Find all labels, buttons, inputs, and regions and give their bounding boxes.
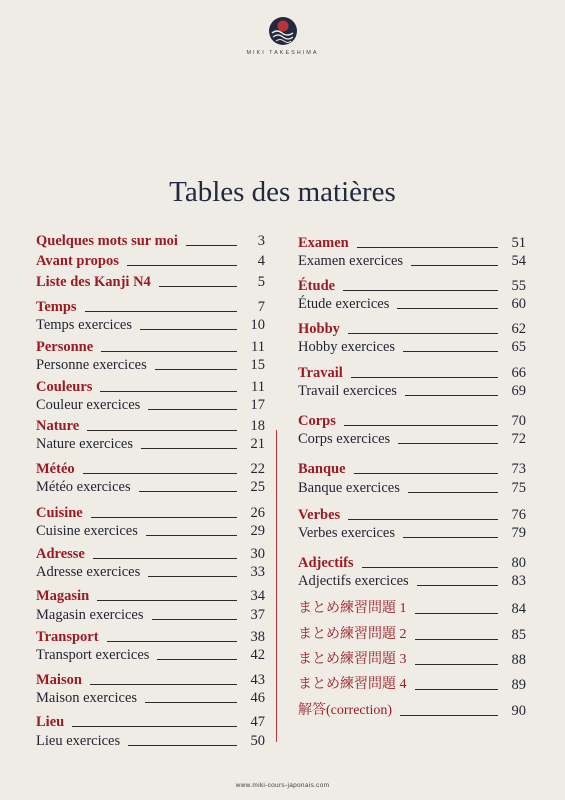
toc-exercise-label: Adresse exercices	[36, 564, 141, 580]
toc-entry	[298, 675, 526, 693]
toc-page-number: 83	[511, 573, 526, 589]
toc-page-number: 60	[511, 296, 526, 312]
toc-entry	[36, 315, 265, 333]
leader-line	[93, 558, 237, 559]
toc-entry	[298, 701, 526, 719]
toc-page-number: 4	[257, 253, 265, 269]
toc-section-label: まとめ練習問題 1	[298, 601, 407, 616]
toc-page-number: 79	[511, 525, 526, 541]
leader-line	[405, 395, 498, 396]
toc-exercise-label: Examen exercices	[298, 253, 404, 269]
toc-page-number: 46	[250, 690, 265, 706]
toc-entry	[298, 319, 526, 337]
toc-section-label: Météo	[36, 461, 75, 477]
toc-exercise-label: Personne exercices	[36, 357, 147, 373]
toc-entry	[298, 625, 526, 643]
toc-entry	[298, 294, 526, 312]
toc-entry	[298, 337, 526, 355]
toc-entry	[36, 503, 265, 521]
toc-entry	[298, 553, 526, 571]
toc-section-label: Personne	[36, 339, 94, 355]
toc-page-number: 80	[511, 555, 526, 571]
toc-page-number: 85	[511, 627, 526, 643]
toc-page-number: 26	[250, 505, 265, 521]
toc-page-number: 21	[250, 436, 265, 452]
toc-page-number: 47	[250, 714, 265, 730]
leader-line	[83, 473, 237, 474]
toc-exercise-label: Transport exercices	[36, 647, 150, 663]
toc-section-label: Adresse	[36, 546, 85, 562]
toc-entry	[36, 645, 265, 663]
toc-entry	[36, 355, 265, 373]
toc-page-number: 29	[250, 523, 265, 539]
leader-line	[186, 245, 237, 246]
leader-line	[72, 726, 237, 727]
toc-exercise-label: Magasin exercices	[36, 607, 144, 623]
toc-exercise-label: Travail exercices	[298, 383, 397, 399]
leader-line	[411, 265, 498, 266]
leader-line	[148, 576, 237, 577]
toc-exercise-label: Banque exercices	[298, 480, 400, 496]
leader-line	[400, 715, 498, 716]
toc-page-number: 30	[250, 546, 265, 562]
leader-line	[85, 311, 237, 312]
toc-page-number: 90	[511, 703, 526, 719]
toc-entry	[36, 251, 265, 269]
toc-entry	[36, 521, 265, 539]
toc-exercise-label: Étude exercices	[298, 296, 390, 312]
toc-entry	[298, 599, 526, 617]
leader-line	[348, 333, 498, 334]
toc-exercise-label: Lieu exercices	[36, 733, 121, 749]
toc-entry	[298, 523, 526, 541]
leader-line	[344, 425, 498, 426]
toc-entry	[298, 429, 526, 447]
toc-section-label: まとめ練習問題 4	[298, 677, 407, 692]
leader-line	[148, 409, 237, 410]
toc-exercise-label: Nature exercices	[36, 436, 134, 452]
toc-page-number: 70	[511, 413, 526, 429]
toc-page-number: 62	[511, 321, 526, 337]
toc-page-number: 3	[257, 233, 265, 249]
toc-exercise-label: Météo exercices	[36, 479, 131, 495]
toc-page-number: 76	[511, 507, 526, 523]
toc-entry	[36, 477, 265, 495]
toc-page-number: 10	[250, 317, 265, 333]
toc-entry	[298, 459, 526, 477]
toc-section-label: Corps	[298, 413, 336, 429]
toc-page-number: 38	[250, 629, 265, 645]
toc-section-label: Hobby	[298, 321, 340, 337]
toc-page-number: 54	[511, 253, 526, 269]
leader-line	[128, 745, 237, 746]
leader-line	[145, 702, 237, 703]
leader-line	[101, 351, 237, 352]
brand-name: MIKI TAKESHIMA	[246, 50, 319, 56]
toc-entry	[36, 562, 265, 580]
toc-entry	[36, 712, 265, 730]
leader-line	[107, 641, 237, 642]
leader-line	[127, 265, 237, 266]
toc-section-label: Magasin	[36, 588, 90, 604]
toc-page-number: 66	[511, 365, 526, 381]
toc-page-number: 25	[250, 479, 265, 495]
toc-section-label: 解答(correction)	[298, 703, 393, 718]
toc-entry	[36, 586, 265, 604]
leader-line	[351, 377, 498, 378]
leader-line	[408, 492, 498, 493]
leader-line	[417, 585, 498, 586]
toc-entry	[298, 276, 526, 294]
leader-line	[87, 430, 237, 431]
toc-entry	[36, 395, 265, 413]
toc-entry	[36, 416, 265, 434]
leader-line	[348, 519, 498, 520]
toc-page-number: 22	[250, 461, 265, 477]
toc-page-number: 75	[511, 480, 526, 496]
toc-page-number: 73	[511, 461, 526, 477]
toc-exercise-label: Corps exercices	[298, 431, 391, 447]
toc-entry	[36, 544, 265, 562]
toc-entry	[298, 478, 526, 496]
toc-page-number: 15	[250, 357, 265, 373]
toc-entry	[298, 233, 526, 251]
toc-section-label: Adjectifs	[298, 555, 354, 571]
leader-line	[357, 247, 498, 248]
toc-page-number: 37	[250, 607, 265, 623]
toc-section-label: Lieu	[36, 714, 65, 730]
toc-page-number: 69	[511, 383, 526, 399]
leader-line	[343, 290, 498, 291]
toc-exercise-label: Adjectifs exercices	[298, 573, 409, 589]
toc-page-number: 65	[511, 339, 526, 355]
toc-exercise-label: Hobby exercices	[298, 339, 396, 355]
toc-entry	[298, 381, 526, 399]
leader-line	[97, 600, 237, 601]
leader-line	[139, 491, 237, 492]
toc-page-number: 17	[250, 397, 265, 413]
page-title: Tables des matières	[169, 176, 396, 208]
toc-section-label: Étude	[298, 278, 336, 294]
toc-section-label: Transport	[36, 629, 99, 645]
toc-section-label: まとめ練習問題 3	[298, 652, 407, 667]
toc-section-label: Examen	[298, 235, 349, 251]
toc-entry	[298, 571, 526, 589]
column-divider	[276, 430, 277, 742]
toc-page-number: 89	[511, 677, 526, 693]
toc-exercise-label: Temps exercices	[36, 317, 133, 333]
toc-exercise-label: Verbes exercices	[298, 525, 396, 541]
toc-section-label: Couleurs	[36, 379, 93, 395]
toc-section-label: Liste des Kanji N4	[36, 274, 151, 290]
leader-line	[159, 286, 237, 287]
toc-section-label: Quelques mots sur moi	[36, 233, 178, 249]
toc-page-number: 5	[257, 274, 265, 290]
leader-line	[141, 448, 237, 449]
leader-line	[354, 473, 498, 474]
toc-entry	[36, 688, 265, 706]
toc-entry	[36, 337, 265, 355]
toc-entry	[298, 251, 526, 269]
toc-entry	[36, 670, 265, 688]
leader-line	[403, 351, 498, 352]
toc-exercise-label: Maison exercices	[36, 690, 138, 706]
toc-page-number: 33	[250, 564, 265, 580]
toc-section-label: Banque	[298, 461, 346, 477]
toc-section-label: Avant propos	[36, 253, 119, 269]
leader-line	[146, 535, 237, 536]
brand-logo-icon	[268, 16, 298, 46]
toc-section-label: Cuisine	[36, 505, 83, 521]
toc-section-label: Travail	[298, 365, 343, 381]
toc-section-label: Verbes	[298, 507, 341, 523]
toc-page-number: 50	[250, 733, 265, 749]
toc-page-number: 7	[257, 299, 265, 315]
toc-entry	[298, 650, 526, 668]
leader-line	[155, 369, 237, 370]
toc-page-number: 18	[250, 418, 265, 434]
toc-section-label: まとめ練習問題 2	[298, 627, 407, 642]
toc-page-number: 34	[250, 588, 265, 604]
toc-entry	[298, 411, 526, 429]
toc-entry	[36, 627, 265, 645]
toc-entry	[36, 297, 265, 315]
leader-line	[415, 664, 499, 665]
leader-line	[415, 689, 499, 690]
toc-page-number: 51	[511, 235, 526, 251]
toc-entry	[298, 363, 526, 381]
toc-section-label: Nature	[36, 418, 80, 434]
leader-line	[157, 659, 237, 660]
toc-exercise-label: Couleur exercices	[36, 397, 141, 413]
leader-line	[91, 517, 237, 518]
toc-entry	[36, 605, 265, 623]
toc-page-number: 11	[251, 379, 265, 395]
toc-page-number: 88	[511, 652, 526, 668]
leader-line	[362, 567, 498, 568]
toc-entry	[36, 434, 265, 452]
leader-line	[140, 329, 237, 330]
toc-entry	[298, 505, 526, 523]
toc-page-number: 43	[250, 672, 265, 688]
toc-entry	[36, 231, 265, 249]
leader-line	[403, 537, 498, 538]
leader-line	[152, 619, 238, 620]
toc-entry	[36, 731, 265, 749]
leader-line	[90, 684, 237, 685]
leader-line	[415, 639, 499, 640]
toc-page-number: 55	[511, 278, 526, 294]
footer-website: www.miki-cours-japonais.com	[235, 782, 330, 789]
leader-line	[415, 613, 499, 614]
toc-entry	[36, 377, 265, 395]
toc-entry	[36, 272, 265, 290]
leader-line	[100, 391, 237, 392]
toc-page-number: 42	[250, 647, 265, 663]
leader-line	[398, 443, 498, 444]
toc-entry	[36, 459, 265, 477]
toc-section-label: Temps	[36, 299, 77, 315]
toc-exercise-label: Cuisine exercices	[36, 523, 138, 539]
toc-section-label: Maison	[36, 672, 82, 688]
toc-page-number: 84	[511, 601, 526, 617]
toc-page-number: 72	[511, 431, 526, 447]
toc-page-number: 11	[251, 339, 265, 355]
leader-line	[397, 308, 498, 309]
